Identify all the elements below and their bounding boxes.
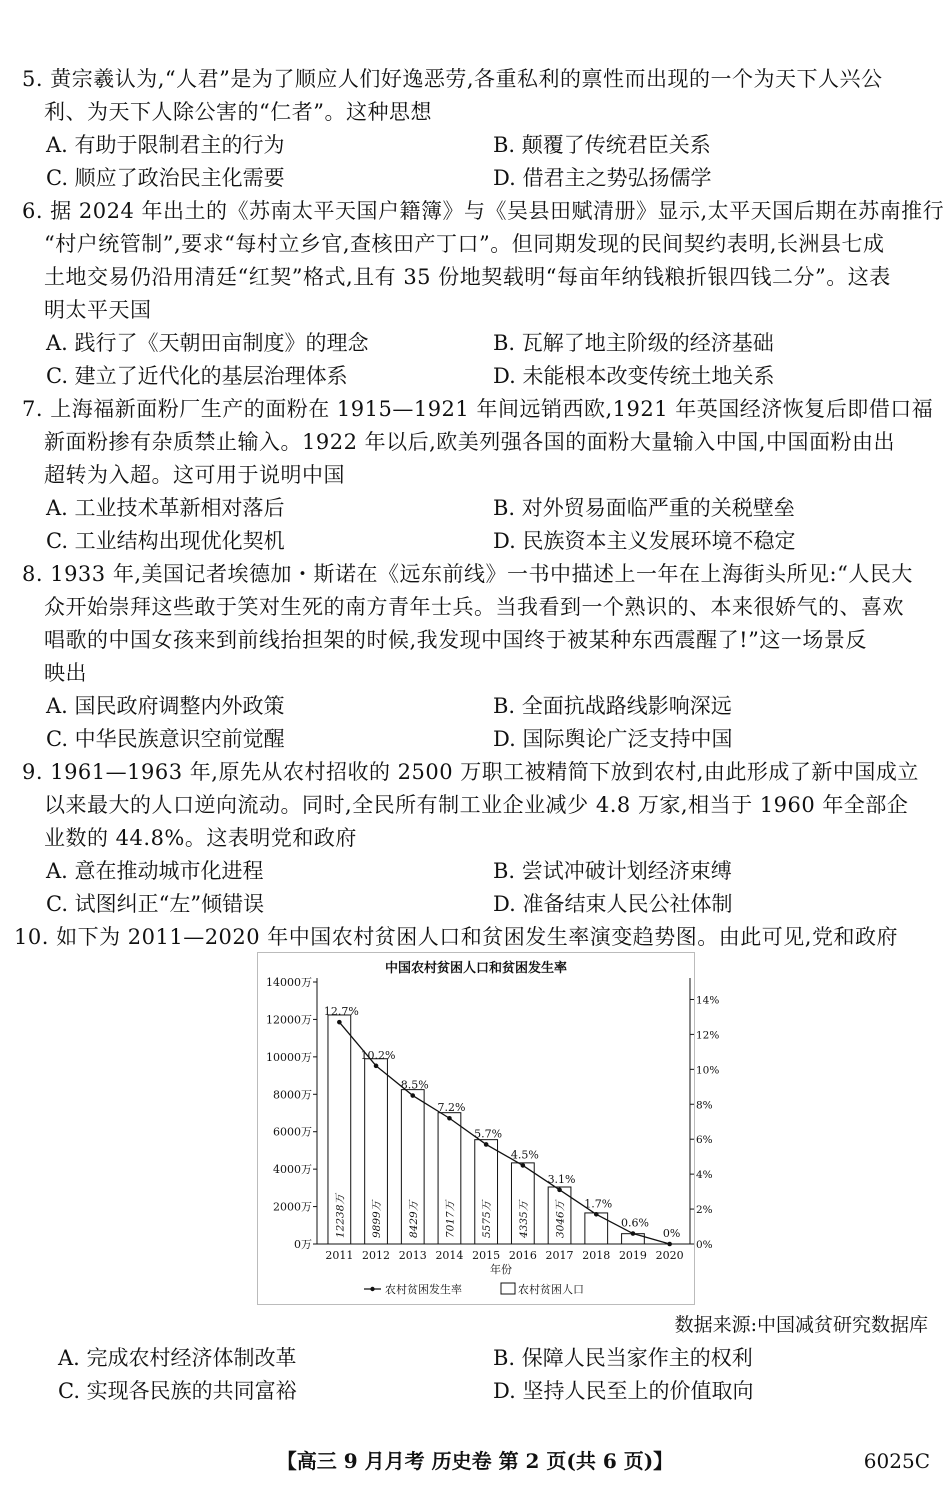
q8-option-b[interactable]: B. 全面抗战路线影响深远 [493, 694, 732, 718]
population-bar-label: 4335万 [517, 1200, 530, 1238]
x-axis-tick-label: 2018 [582, 1249, 611, 1262]
q9-line-2: 以来最大的人口逆向流动。同时,全民所有制工业企业减少 4.8 万家,相当于 1960 年全部企 [44, 793, 909, 817]
right-axis-tick-label: 6% [696, 1134, 713, 1147]
poverty-rate-point [374, 1064, 379, 1069]
poverty-rate-label: 1.7% [584, 1197, 613, 1211]
q5-option-c[interactable]: C. 顺应了政治民主化需要 [46, 166, 285, 190]
q6-line-3: 土地交易仍沿用清廷“红契”格式,且有 35 份地契载明“每亩年纳钱粮折银四钱二分”。这表 [44, 265, 891, 289]
x-axis-tick-label: 2012 [362, 1249, 391, 1262]
x-axis-tick-label: 2013 [398, 1249, 427, 1262]
left-axis-tick-label: 8000万 [273, 1088, 312, 1102]
poverty-rate-point [447, 1116, 452, 1121]
q7-line-1: 7. 上海福新面粉厂生产的面粉在 1915—1921 年间远销西欧,1921 年英国经济恢复后即借口福 [22, 397, 934, 421]
q10-option-a[interactable]: A. 完成农村经济体制改革 [58, 1346, 297, 1370]
q8-line-4: 映出 [44, 661, 87, 685]
left-axis-tick-label: 12000万 [266, 1013, 312, 1027]
population-bar-label: 8429万 [407, 1200, 420, 1238]
population-bar-label: 9899万 [371, 1200, 384, 1238]
left-axis-tick-label: 4000万 [273, 1163, 312, 1177]
q8-line-3: 唱歌的中国女孩来到前线抬担架的时候,我发现中国终于被某种东西震醒了!”这一场景反 [44, 628, 867, 652]
poverty-rate-point [484, 1142, 489, 1147]
q7-line-3: 超转为入超。这可用于说明中国 [44, 463, 345, 487]
poverty-rate-label: 7.2% [437, 1101, 466, 1115]
q6-line-4: 明太平天国 [44, 298, 152, 322]
poverty-rate-label: 0.6% [620, 1216, 649, 1230]
q8-option-c[interactable]: C. 中华民族意识空前觉醒 [46, 727, 285, 751]
q5-option-b[interactable]: B. 颠覆了传统君臣关系 [493, 133, 711, 157]
poverty-rate-label: 0% [662, 1227, 681, 1240]
x-axis-tick-label: 2014 [435, 1249, 464, 1262]
poverty-rate-label: 10.2% [360, 1048, 396, 1062]
q10-option-c[interactable]: C. 实现各民族的共同富裕 [58, 1379, 297, 1403]
q10-option-b[interactable]: B. 保障人民当家作主的权利 [493, 1346, 753, 1370]
q6-line-2: “村户统管制”,要求“每村立乡官,查核田产丁口”。但同期发现的民间契约表明,长洲县七成 [44, 232, 885, 256]
q5-option-d[interactable]: D. 借君主之势弘扬儒学 [493, 166, 712, 190]
x-axis-tick-label: 2016 [508, 1249, 537, 1262]
population-bar-label: 5575万 [481, 1200, 494, 1238]
legend-line-point [370, 1287, 374, 1291]
right-axis-tick-label: 14% [696, 994, 720, 1007]
data-source-note: 数据来源:中国减贫研究数据库 [674, 1314, 928, 1336]
page-footer: 【高三 9 月月考 历史卷 第 2 页(共 6 页)】 [276, 1449, 674, 1473]
left-axis-tick-label: 10000万 [266, 1050, 312, 1064]
q6-option-b[interactable]: B. 瓦解了地主阶级的经济基础 [493, 331, 774, 355]
x-axis-tick-label: 2019 [618, 1249, 647, 1262]
population-bar [585, 1213, 608, 1244]
poverty-rate-point [337, 1020, 342, 1025]
right-axis-tick-label: 12% [696, 1029, 720, 1042]
poverty-rate-point [594, 1212, 599, 1217]
poverty-rate-point [557, 1188, 562, 1193]
right-axis-tick-label: 10% [696, 1064, 720, 1077]
right-axis-tick-label: 2% [696, 1204, 713, 1217]
poverty-rate-label: 12.7% [323, 1005, 359, 1019]
x-axis-tick-label: 2015 [472, 1249, 501, 1262]
q9-line-1: 9. 1961—1963 年,原先从农村招收的 2500 万职工被精简下放到农村,由此形成了新中国成立 [22, 760, 919, 784]
right-axis-tick-label: 8% [696, 1099, 713, 1112]
population-bar-label: 12238万 [334, 1194, 347, 1238]
left-axis-tick-label: 2000万 [273, 1200, 312, 1214]
q8-option-d[interactable]: D. 国际舆论广泛支持中国 [493, 727, 733, 751]
x-axis-tick-label: 2011 [325, 1249, 354, 1262]
poverty-rate-label: 8.5% [400, 1078, 429, 1092]
q6-line-1: 6. 据 2024 年出土的《苏南太平天国户籍簿》与《吴县田赋清册》显示,太平天国后期在苏南推行 [22, 199, 945, 223]
poverty-chart [257, 952, 720, 1305]
q8-option-a[interactable]: A. 国民政府调整内外政策 [46, 694, 285, 718]
poverty-rate-label: 3.1% [547, 1172, 576, 1186]
q5-option-a[interactable]: A. 有助于限制君主的行为 [46, 133, 285, 157]
poverty-rate-point [631, 1231, 636, 1236]
left-axis-tick-label: 6000万 [273, 1125, 312, 1139]
left-axis-tick-label: 0万 [294, 1238, 312, 1251]
q5-line-2: 利、为天下人除公害的“仁者”。这种思想 [44, 100, 432, 124]
poverty-rate-point [521, 1163, 526, 1168]
legend-population-label: 农村贫困人口 [518, 1283, 584, 1296]
right-axis-tick-label: 4% [696, 1169, 713, 1182]
legend-bar-marker [501, 1283, 515, 1294]
paper-code: 6025C [863, 1449, 930, 1473]
q9-option-b[interactable]: B. 尝试冲破计划经济束缚 [493, 859, 732, 883]
q10-line-1: 10. 如下为 2011—2020 年中国农村贫困人口和贫困发生率演变趋势图。由此可见,党和政府 [14, 925, 898, 949]
q8-line-2: 众开始崇拜这些敢于笑对生死的南方青年士兵。当我看到一个熟识的、本来很娇气的、喜欢 [44, 595, 904, 619]
chart-title: 中国农村贫困人口和贫困发生率 [384, 961, 568, 976]
q5-line-1: 5. 黄宗羲认为,“人君”是为了顺应人们好逸恶劳,各重私利的禀性而出现的一个为天下人兴公 [22, 67, 883, 91]
poverty-rate-label: 5.7% [474, 1127, 503, 1141]
population-bar-label: 7017万 [444, 1200, 457, 1238]
right-axis-tick-label: 0% [696, 1239, 713, 1251]
poverty-rate-point [410, 1093, 415, 1098]
q9-option-c[interactable]: C. 试图纠正“左”倾错误 [46, 892, 265, 916]
q7-option-d[interactable]: D. 民族资本主义发展环境不稳定 [493, 529, 796, 553]
chart-x-axis-label: 年份 [490, 1263, 512, 1276]
q9-line-3: 业数的 44.8%。这表明党和政府 [44, 826, 357, 850]
population-bar-label: 3046万 [554, 1200, 567, 1238]
q9-option-a[interactable]: A. 意在推动城市化进程 [46, 859, 264, 883]
poverty-rate-point [667, 1242, 672, 1247]
q10-option-d[interactable]: D. 坚持人民至上的价值取向 [493, 1379, 754, 1403]
x-axis-tick-label: 2017 [545, 1249, 574, 1262]
q6-option-a[interactable]: A. 践行了《天朝田亩制度》的理念 [46, 331, 369, 355]
left-axis-tick-label: 14000万 [266, 976, 312, 989]
q7-option-c[interactable]: C. 工业结构出现优化契机 [46, 529, 285, 553]
q7-line-2: 新面粉掺有杂质禁止输入。1922 年以后,欧美列强各国的面粉大量输入中国,中国面粉由出 [44, 430, 895, 454]
q7-option-a[interactable]: A. 工业技术革新相对落后 [46, 496, 285, 520]
poverty-rate-label: 4.5% [510, 1148, 539, 1162]
x-axis-tick-label: 2020 [655, 1249, 684, 1262]
q6-option-d[interactable]: D. 未能根本改变传统土地关系 [493, 364, 775, 388]
legend-rate-label: 农村贫困发生率 [385, 1283, 462, 1296]
q6-option-c[interactable]: C. 建立了近代化的基层治理体系 [46, 364, 348, 388]
q7-option-b[interactable]: B. 对外贸易面临严重的关税壁垒 [493, 496, 795, 520]
q8-line-1: 8. 1933 年,美国记者埃德加・斯诺在《远东前线》一书中描述上一年在上海街头所见:“人民大 [22, 562, 913, 586]
q9-option-d[interactable]: D. 准备结束人民公社体制 [493, 892, 733, 916]
